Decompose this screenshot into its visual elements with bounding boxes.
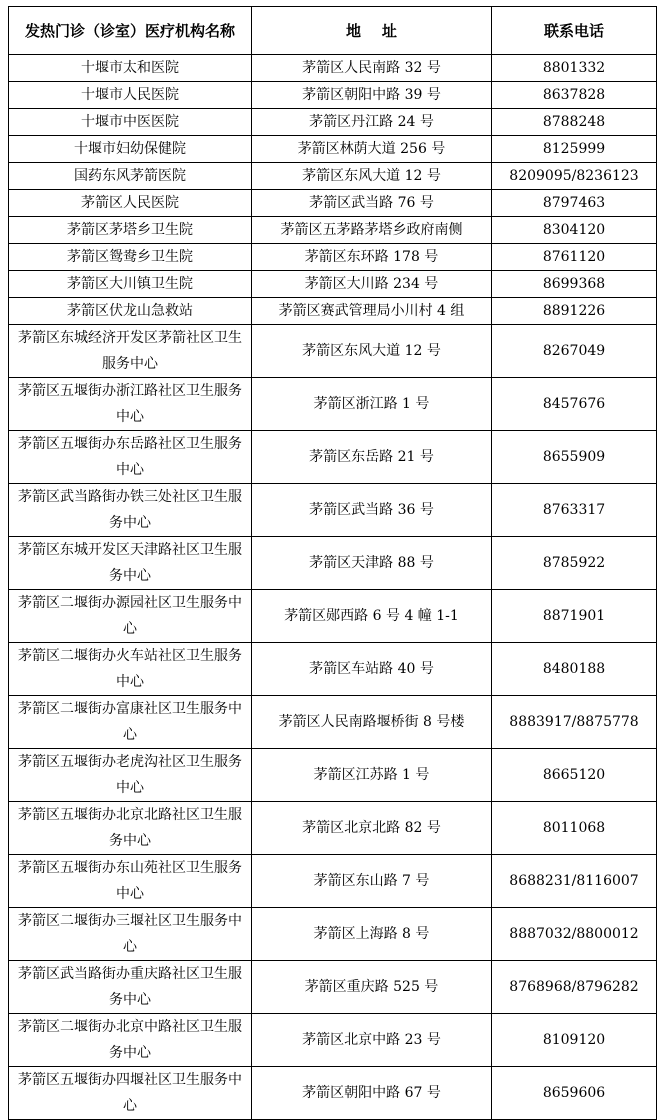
clinic-address: 茅箭区东山路 7 号	[252, 855, 492, 908]
clinic-phone: 8109120	[492, 1014, 657, 1067]
clinic-name: 茅箭区二堰街办源园社区卫生服务中心	[9, 590, 252, 643]
clinic-phone: 8788248	[492, 109, 657, 136]
header-name: 发热门诊（诊室）医疗机构名称	[9, 7, 252, 55]
clinic-phone: 8887032/8800012	[492, 908, 657, 961]
clinic-address: 茅箭区上海路 8 号	[252, 908, 492, 961]
clinic-phone: 8785922	[492, 537, 657, 590]
clinic-name: 十堰市中医医院	[9, 109, 252, 136]
clinic-name: 茅箭区五堰街办老虎沟社区卫生服务中心	[9, 749, 252, 802]
clinic-name: 茅箭区五堰街办东岳路社区卫生服务中心	[9, 431, 252, 484]
clinic-phone: 8659606	[492, 1067, 657, 1120]
table-row	[9, 643, 657, 696]
table-row	[9, 190, 657, 217]
clinic-address: 茅箭区天津路 88 号	[252, 537, 492, 590]
clinic-address: 茅箭区东风大道 12 号	[252, 163, 492, 190]
table-row	[9, 1014, 657, 1067]
table-row	[9, 484, 657, 537]
clinic-name: 茅箭区武当路街办铁三处社区卫生服务中心	[9, 484, 252, 537]
clinic-name: 十堰市人民医院	[9, 82, 252, 109]
clinic-address: 茅箭区武当路 76 号	[252, 190, 492, 217]
table-row	[9, 244, 657, 271]
table-row	[9, 802, 657, 855]
clinic-name: 茅箭区东城经济开发区茅箭社区卫生服务中心	[9, 325, 252, 378]
table-row	[9, 855, 657, 908]
table-row	[9, 325, 657, 378]
clinic-phone: 8304120	[492, 217, 657, 244]
clinic-address: 茅箭区车站路 40 号	[252, 643, 492, 696]
clinic-phone: 8699368	[492, 271, 657, 298]
clinic-name: 茅箭区武当路街办重庆路社区卫生服务中心	[9, 961, 252, 1014]
table-row	[9, 590, 657, 643]
clinic-phone: 8267049	[492, 325, 657, 378]
clinic-address: 茅箭区丹江路 24 号	[252, 109, 492, 136]
clinic-address: 茅箭区人民南路 32 号	[252, 55, 492, 82]
clinic-name: 茅箭区伏龙山急救站	[9, 298, 252, 325]
table-row	[9, 109, 657, 136]
table-row	[9, 55, 657, 82]
clinic-address: 茅箭区东环路 178 号	[252, 244, 492, 271]
header-address: 地 址	[252, 7, 492, 55]
clinic-address: 茅箭区东风大道 12 号	[252, 325, 492, 378]
clinic-phone: 8797463	[492, 190, 657, 217]
header-phone: 联系电话	[492, 7, 657, 55]
table-row	[9, 217, 657, 244]
clinic-address: 茅箭区重庆路 525 号	[252, 961, 492, 1014]
clinic-phone: 8655909	[492, 431, 657, 484]
clinic-name: 茅箭区东城开发区天津路社区卫生服务中心	[9, 537, 252, 590]
clinic-address: 茅箭区北京北路 82 号	[252, 802, 492, 855]
clinic-address: 茅箭区朝阳中路 67 号	[252, 1067, 492, 1120]
table-row	[9, 537, 657, 590]
clinic-name: 茅箭区五堰街办北京北路社区卫生服务中心	[9, 802, 252, 855]
clinic-phone: 8665120	[492, 749, 657, 802]
table-row	[9, 696, 657, 749]
clinic-name: 十堰市妇幼保健院	[9, 136, 252, 163]
clinic-name: 茅箭区茅塔乡卫生院	[9, 217, 252, 244]
clinic-address: 茅箭区大川路 234 号	[252, 271, 492, 298]
clinic-name: 茅箭区五堰街办浙江路社区卫生服务中心	[9, 378, 252, 431]
clinic-name: 国药东风茅箭医院	[9, 163, 252, 190]
clinic-name: 茅箭区二堰街办北京中路社区卫生服务中心	[9, 1014, 252, 1067]
clinic-phone: 8768968/8796282	[492, 961, 657, 1014]
clinic-phone: 8763317	[492, 484, 657, 537]
clinic-phone: 8883917/8875778	[492, 696, 657, 749]
clinic-phone: 8209095/8236123	[492, 163, 657, 190]
clinic-name: 茅箭区二堰街办富康社区卫生服务中心	[9, 696, 252, 749]
clinic-phone: 8011068	[492, 802, 657, 855]
clinic-phone: 8761120	[492, 244, 657, 271]
clinic-phone: 8125999	[492, 136, 657, 163]
table-row	[9, 271, 657, 298]
clinic-address: 茅箭区东岳路 21 号	[252, 431, 492, 484]
clinic-address: 茅箭区郧西路 6 号 4 幢 1-1	[252, 590, 492, 643]
clinic-phone: 8457676	[492, 378, 657, 431]
table-row	[9, 1067, 657, 1120]
clinic-address: 茅箭区林荫大道 256 号	[252, 136, 492, 163]
table-row	[9, 749, 657, 802]
clinic-address: 茅箭区武当路 36 号	[252, 484, 492, 537]
clinic-address: 茅箭区北京中路 23 号	[252, 1014, 492, 1067]
clinic-name: 茅箭区鸳鸯乡卫生院	[9, 244, 252, 271]
table-row	[9, 136, 657, 163]
table-row	[9, 908, 657, 961]
clinic-table	[8, 6, 657, 1120]
clinic-name: 茅箭区五堰街办东山苑社区卫生服务中心	[9, 855, 252, 908]
clinic-name: 茅箭区二堰街办火车站社区卫生服务中心	[9, 643, 252, 696]
clinic-address: 茅箭区朝阳中路 39 号	[252, 82, 492, 109]
clinic-phone: 8801332	[492, 55, 657, 82]
clinic-address: 茅箭区浙江路 1 号	[252, 378, 492, 431]
clinic-address: 茅箭区赛武管理局小川村 4 组	[252, 298, 492, 325]
table-body	[9, 55, 657, 1120]
table-row	[9, 431, 657, 484]
table-header-row	[9, 7, 657, 55]
table-row	[9, 163, 657, 190]
clinic-name: 茅箭区大川镇卫生院	[9, 271, 252, 298]
clinic-phone: 8480188	[492, 643, 657, 696]
clinic-address: 茅箭区人民南路堰桥街 8 号楼	[252, 696, 492, 749]
clinic-address: 茅箭区江苏路 1 号	[252, 749, 492, 802]
table-row	[9, 961, 657, 1014]
clinic-phone: 8891226	[492, 298, 657, 325]
clinic-phone: 8688231/8116007	[492, 855, 657, 908]
clinic-name: 十堰市太和医院	[9, 55, 252, 82]
clinic-phone: 8637828	[492, 82, 657, 109]
clinic-name: 茅箭区五堰街办四堰社区卫生服务中心	[9, 1067, 252, 1120]
clinic-phone: 8871901	[492, 590, 657, 643]
clinic-address: 茅箭区五茅路茅塔乡政府南侧	[252, 217, 492, 244]
table-row	[9, 298, 657, 325]
clinic-name: 茅箭区人民医院	[9, 190, 252, 217]
table-row	[9, 378, 657, 431]
table-row	[9, 82, 657, 109]
clinic-name: 茅箭区二堰街办三堰社区卫生服务中心	[9, 908, 252, 961]
